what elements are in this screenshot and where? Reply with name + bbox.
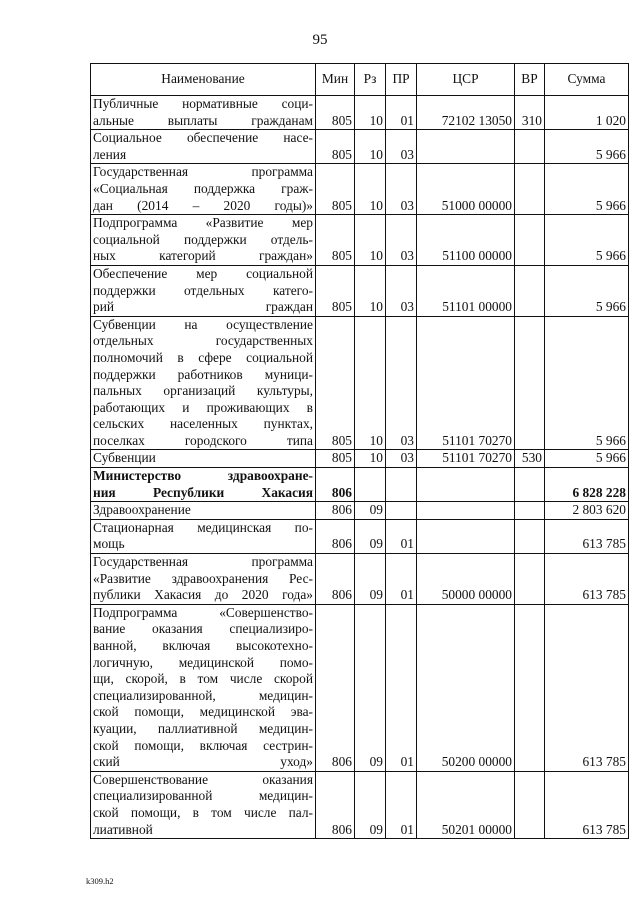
row-rz: 09: [355, 604, 386, 771]
row-sum: 613 785: [545, 604, 629, 771]
row-sum: 613 785: [545, 554, 629, 605]
row-pr: [386, 502, 417, 520]
row-min: 805: [316, 96, 355, 130]
row-name: Публичные нормативные соци- альные выплаты гражданам: [91, 96, 316, 130]
row-pr: 03: [386, 164, 417, 215]
row-rz: 09: [355, 771, 386, 838]
row-pr: 01: [386, 519, 417, 553]
row-name: Государственная программа «Развитие здравоохранения Рес- публики Хакасия до 2020 года»: [91, 554, 316, 605]
row-pr: 01: [386, 771, 417, 838]
row-name: Министерство здравоохране- ния Республики Хакасия: [91, 468, 316, 502]
row-csr: 50000 00000: [417, 554, 515, 605]
row-rz: 10: [355, 316, 386, 450]
row-csr: 51101 70270: [417, 450, 515, 468]
row-vr: [515, 265, 545, 316]
row-sum: 5 966: [545, 215, 629, 266]
row-csr: [417, 502, 515, 520]
row-csr: 72102 13050: [417, 96, 515, 130]
table-row: [91, 130, 629, 164]
row-sum: 5 966: [545, 265, 629, 316]
table-row: [91, 450, 629, 468]
row-name: Субвенции на осуществление отдельных государственных полномочий в сфере социальной поддержки работников муници- пальных организаций культуры, работающих и проживающих в сельских населенных пунктах, поселках городского типа: [91, 316, 316, 450]
header-csr: ЦСР: [417, 64, 515, 96]
row-min: 806: [316, 771, 355, 838]
row-rz: 10: [355, 450, 386, 468]
row-sum: 613 785: [545, 771, 629, 838]
header-rz: Рз: [355, 64, 386, 96]
row-name: Стационарная медицинская по- мощь: [91, 519, 316, 553]
page-number: 95: [312, 32, 328, 48]
row-rz: 10: [355, 215, 386, 266]
row-vr: [515, 164, 545, 215]
row-sum: 6 828 228: [545, 468, 629, 502]
row-min: 806: [316, 519, 355, 553]
row-name: Подпрограмма «Развитие мер социальной поддержки отдель- ных категорий граждан»: [91, 215, 316, 266]
table-row: [91, 215, 629, 266]
row-sum: 1 020: [545, 96, 629, 130]
row-pr: 03: [386, 215, 417, 266]
row-vr: 530: [515, 450, 545, 468]
row-vr: [515, 554, 545, 605]
row-pr: 03: [386, 450, 417, 468]
table-row: [91, 164, 629, 215]
row-vr: [515, 130, 545, 164]
row-pr: 03: [386, 265, 417, 316]
header-min: Мин: [316, 64, 355, 96]
header-sum: Сумма: [545, 64, 629, 96]
row-pr: 03: [386, 316, 417, 450]
row-rz: 10: [355, 130, 386, 164]
row-vr: [515, 316, 545, 450]
row-sum: 613 785: [545, 519, 629, 553]
row-sum: 5 966: [545, 316, 629, 450]
row-min: 806: [316, 554, 355, 605]
header-name: Наименование: [91, 64, 316, 96]
row-min: 806: [316, 604, 355, 771]
row-sum: 5 966: [545, 130, 629, 164]
row-name: Обеспечение мер социальной поддержки отдельных катего- рий граждан: [91, 265, 316, 316]
table-body: [91, 96, 629, 839]
row-pr: 01: [386, 554, 417, 605]
row-pr: 01: [386, 604, 417, 771]
row-sum: 5 966: [545, 164, 629, 215]
row-min: 805: [316, 265, 355, 316]
row-rz: 10: [355, 265, 386, 316]
row-min: 805: [316, 316, 355, 450]
row-pr: 03: [386, 130, 417, 164]
row-name: Субвенции: [91, 450, 316, 468]
header-vr: ВР: [515, 64, 545, 96]
row-csr: [417, 130, 515, 164]
row-vr: [515, 502, 545, 520]
row-csr: [417, 468, 515, 502]
row-name: Подпрограмма «Совершенство- вание оказания специализиро- ванной, включая высокотехно- логичную, медицинской помо- щи, скорой, в том числе скорой специализированной, медицин- ской помощи, медицинской эва- куации, паллиативной медицин- ской помощи, включая сестрин- ский уход»: [91, 604, 316, 771]
row-vr: [515, 468, 545, 502]
table-row: [91, 502, 629, 520]
budget-table: [90, 63, 629, 839]
row-min: 805: [316, 215, 355, 266]
row-rz: 10: [355, 164, 386, 215]
row-name: Здравоохранение: [91, 502, 316, 520]
table-row: [91, 316, 629, 450]
row-csr: [417, 519, 515, 553]
table-row: [91, 604, 629, 771]
table-row: [91, 265, 629, 316]
row-rz: 09: [355, 554, 386, 605]
table-header-row: [91, 64, 629, 96]
table-row: [91, 96, 629, 130]
table-row: [91, 519, 629, 553]
row-rz: [355, 468, 386, 502]
row-csr: 50201 00000: [417, 771, 515, 838]
table-row: [91, 468, 629, 502]
row-rz: 09: [355, 519, 386, 553]
row-vr: [515, 519, 545, 553]
row-pr: 01: [386, 96, 417, 130]
row-min: 806: [316, 502, 355, 520]
row-name: Государственная программа «Социальная поддержка граж- дан (2014 – 2020 годы)»: [91, 164, 316, 215]
row-vr: [515, 215, 545, 266]
row-name: Социальное обеспечение насе- ления: [91, 130, 316, 164]
header-pr: ПР: [386, 64, 417, 96]
row-min: 805: [316, 164, 355, 215]
row-sum: 2 803 620: [545, 502, 629, 520]
table-row: [91, 771, 629, 838]
row-vr: [515, 771, 545, 838]
row-min: 805: [316, 450, 355, 468]
row-vr: 310: [515, 96, 545, 130]
row-sum: 5 966: [545, 450, 629, 468]
row-name: Совершенствование оказания специализированной медицин- ской помощи, в том числе пал- лиативной: [91, 771, 316, 838]
footer-code: k309.h2: [86, 876, 114, 886]
row-rz: 10: [355, 96, 386, 130]
row-csr: 51101 00000: [417, 265, 515, 316]
row-rz: 09: [355, 502, 386, 520]
table-row: [91, 554, 629, 605]
row-vr: [515, 604, 545, 771]
row-min: 805: [316, 130, 355, 164]
row-csr: 51101 70270: [417, 316, 515, 450]
row-min: 806: [316, 468, 355, 502]
row-csr: 51100 00000: [417, 215, 515, 266]
row-csr: 50200 00000: [417, 604, 515, 771]
row-pr: [386, 468, 417, 502]
row-csr: 51000 00000: [417, 164, 515, 215]
